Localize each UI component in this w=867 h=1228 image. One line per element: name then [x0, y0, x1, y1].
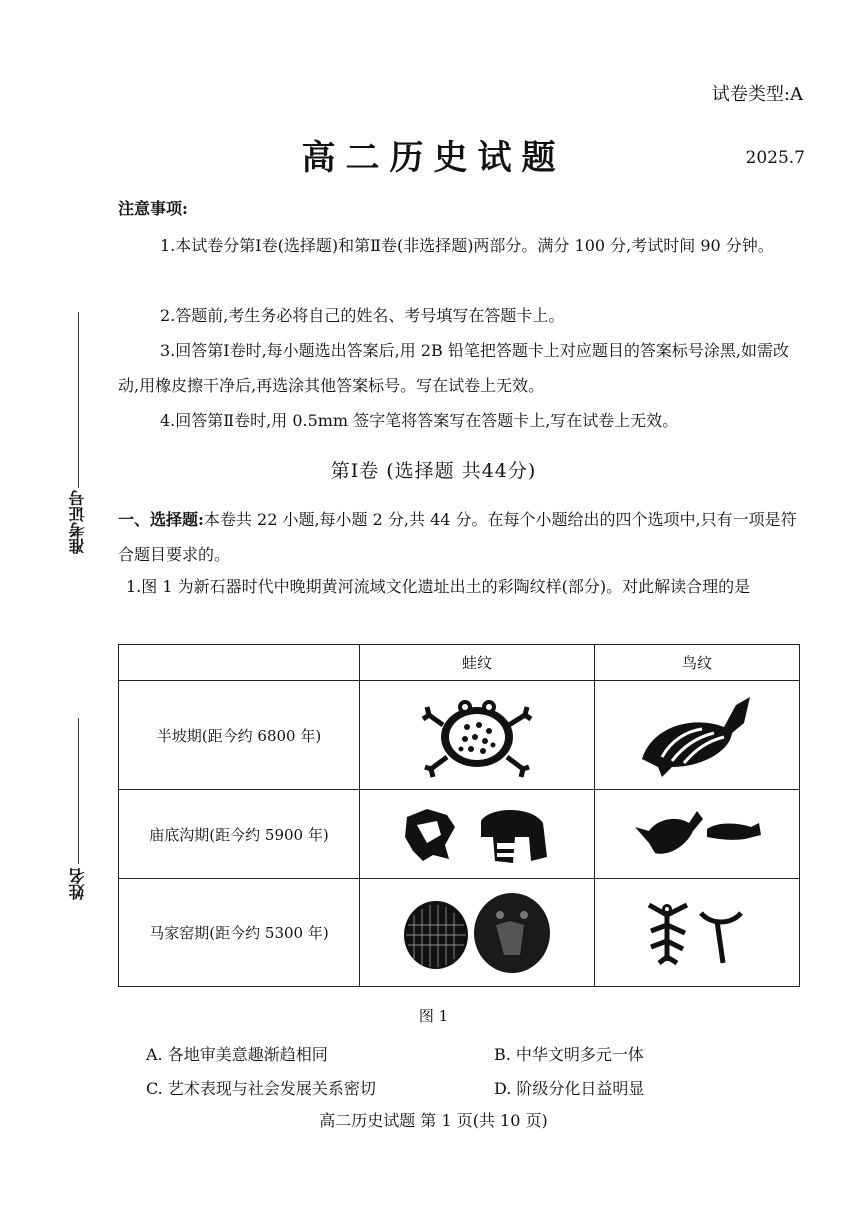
- exam-date: 2025.7: [745, 148, 805, 168]
- paper-type-label: 试卷类型:A: [711, 84, 803, 105]
- notice-item-4-text: 4.回答第Ⅱ卷时,用 0.5mm 签字笔将答案写在答题卡上,写在试卷上无效。: [160, 411, 679, 430]
- bird-pattern-image: [595, 681, 800, 790]
- part-heading: 第Ⅰ卷 (选择题 共44分): [330, 460, 537, 482]
- frog-pattern-image: [360, 790, 595, 879]
- notice-heading: 注意事项:: [118, 199, 188, 218]
- question-1-stem: 1.图 1 为新石器时代中晚期黄河流域文化遗址出土的彩陶纹样(部分)。对此解读合理的是: [126, 577, 751, 596]
- period-cell: 半坡期(距今约 6800 年): [119, 681, 360, 790]
- frog-pattern-banpo-icon: [417, 687, 537, 779]
- exam-id-label: 准考证号: [68, 490, 87, 554]
- section-text: 本卷共 22 小题,每小题 2 分,共 44 分。在每个小题给出的四个选项中,只有一项是符合题目要求的。: [118, 510, 797, 564]
- bird-pattern-majiayao-icon: [637, 891, 757, 971]
- pattern-table: [118, 644, 800, 987]
- page-title: 高二历史试题: [301, 138, 566, 178]
- period-cell: 马家窑期(距今约 5300 年): [119, 879, 360, 987]
- notice-item-3-text: 3.回答第Ⅰ卷时,每小题选出答案后,用 2B 铅笔把答题卡上对应题目的答案标号涂黑,如需改动,用橡皮擦干净后,再选涂其他答案标号。写在试卷上无效。: [118, 341, 789, 395]
- notice-item-4: [118, 403, 808, 438]
- figure-caption: 图 1: [418, 1007, 449, 1025]
- frog-pattern-image: [360, 681, 595, 790]
- notice-item-2-text: 2.答题前,考生务必将自己的姓名、考号填写在答题卡上。: [160, 306, 565, 325]
- notice-item-1-text: 1.本试卷分第Ⅰ卷(选择题)和第Ⅱ卷(非选择题)两部分。满分 100 分,考试时间 90 分钟。: [160, 236, 774, 255]
- bird-pattern-miaodigou-icon: [627, 797, 767, 867]
- frog-pattern-miaodigou-icon: [397, 797, 557, 867]
- bird-pattern-image: [595, 790, 800, 879]
- option-c[interactable]: C. 艺术表现与社会发展关系密切: [146, 1079, 376, 1098]
- notice-item-3: [118, 333, 808, 403]
- notice-item-2: [118, 298, 808, 333]
- frog-pattern-image: [360, 879, 595, 987]
- section-instructions: [118, 502, 808, 572]
- bird-pattern-image: [595, 879, 800, 987]
- table-row: [119, 790, 800, 879]
- frog-pattern-majiayao-icon: [392, 885, 562, 977]
- notice-item-1: [118, 228, 808, 263]
- bird-pattern-banpo-icon: [632, 687, 762, 779]
- page-footer: 高二历史试题 第 1 页(共 10 页): [319, 1111, 548, 1130]
- section-label: 一、选择题:: [118, 510, 204, 529]
- period-cell: 庙底沟期(距今约 5900 年): [119, 790, 360, 879]
- option-a[interactable]: A. 各地审美意趣渐趋相同: [146, 1045, 328, 1064]
- option-b[interactable]: B. 中华文明多元一体: [494, 1045, 644, 1064]
- table-row: [119, 879, 800, 987]
- name-line: [78, 718, 79, 864]
- table-header-empty: [119, 645, 360, 681]
- option-d[interactable]: D. 阶级分化日益明显: [494, 1079, 645, 1098]
- table-header-bird: 鸟纹: [595, 645, 800, 681]
- table-header-row: [119, 645, 800, 681]
- table-row: [119, 681, 800, 790]
- table-header-frog: 蛙纹: [360, 645, 595, 681]
- name-label: 姓名: [68, 868, 87, 900]
